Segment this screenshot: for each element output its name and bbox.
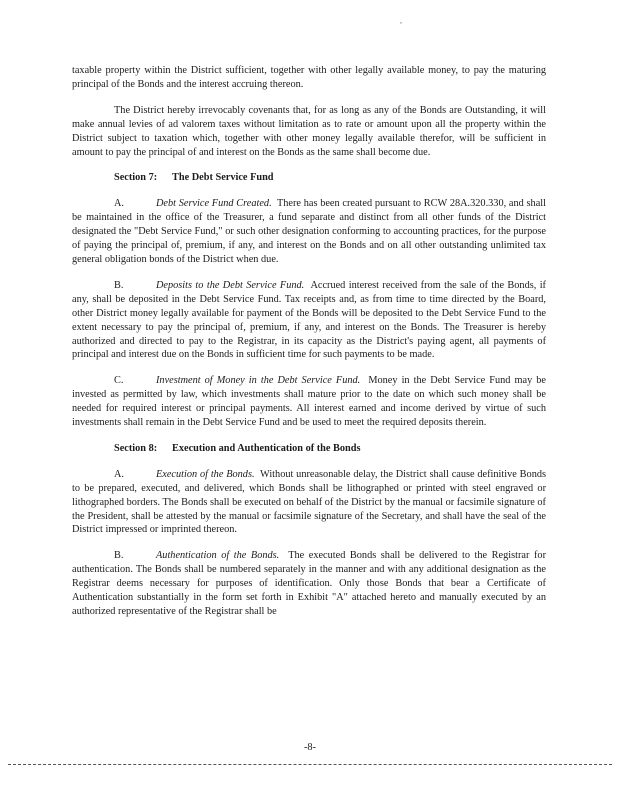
section-7-heading bbox=[114, 171, 546, 185]
section-7b-title: Deposits to the Debt Service Fund. bbox=[156, 279, 305, 291]
section-7-number: Section 7: bbox=[114, 172, 158, 184]
section-7a-paragraph bbox=[72, 197, 546, 267]
section-7b-paragraph bbox=[72, 279, 546, 362]
page-number: -8- bbox=[303, 742, 316, 753]
section-7b-letter: B. bbox=[114, 279, 124, 291]
section-7-title: The Debt Service Fund bbox=[172, 172, 274, 184]
section-7c-paragraph bbox=[72, 374, 546, 430]
section-7a-title: Debt Service Fund Created. bbox=[156, 198, 272, 210]
scan-mark: , bbox=[400, 16, 402, 25]
section-7b-text: Accrued interest received from the sale of the Bonds, if any, shall be deposited in the Debt Service Fund. Tax receipts and, as from time to time directed by the Board, other District money legally available for payment of the Bonds will be deposited to the Debt Service Fund to the extent necessary to pay the principal of, premium, if any, and interest on the Bonds. The Treasurer is hereby authorized and directed to pay to the Registrar, in its capacity as the District's paying agent, all payments of principal and interest due on the Bonds in sufficient time for such payments to be made. bbox=[72, 279, 546, 361]
section-8b-title: Authentication of the Bonds. bbox=[156, 550, 280, 562]
section-7c-text: Money in the Debt Service Fund may be invested as permitted by law, which investments shall mature prior to the date on which such money shall be needed for required interest or principal payments. All interest earned and income derived by virtue of such investments shall remain in the Debt Service Fund and be used to meet the required deposits therein. bbox=[72, 375, 546, 429]
section-8-number: Section 8: bbox=[114, 442, 158, 454]
section-8-heading bbox=[114, 442, 546, 456]
section-8a-letter: A. bbox=[114, 468, 125, 480]
paragraph-continuation: taxable property within the District sufficient, together with other legally available money, to pay the maturing principal of the Bonds and the interest accruing thereon. bbox=[72, 65, 546, 90]
section-8a-title: Execution of the Bonds. bbox=[156, 468, 255, 480]
document-page bbox=[72, 64, 546, 631]
section-8b-letter: B. bbox=[114, 550, 124, 562]
section-8a-paragraph bbox=[72, 468, 546, 538]
paragraph-covenant: The District hereby irrevocably covenants that, for as long as any of the Bonds are Outstanding, it will make annual levies of ad valorem taxes without limitation as to rate or amount upon all the property within the District subject to taxation which, together with other money legally available therefor, will be sufficient in amount to pay the principal of and interest on the Bonds as the same shall become due. bbox=[72, 104, 546, 158]
section-7c-title: Investment of Money in the Debt Service Fund. bbox=[156, 375, 361, 387]
section-8b-paragraph bbox=[72, 549, 546, 619]
footer-rule bbox=[8, 764, 612, 765]
section-8b-text: The executed Bonds shall be delivered to the Registrar for authentication. The Bonds shall be numbered separately in the manner and with any additional designation as the Registrar deems necessary for purposes of identification. Only those Bonds that bear a Certificate of Authentication substantially in the form set forth in Exhibit "A" attached hereto and manually executed by an authorized representative of the Registrar shall be bbox=[72, 550, 546, 617]
section-7c-letter: C. bbox=[114, 375, 124, 387]
section-7a-letter: A. bbox=[114, 198, 125, 210]
section-8a-text: Without unreasonable delay, the District shall cause definitive Bonds to be prepared, executed, and delivered, which Bonds shall be lithographed or printed with steel engraved or lithographed borders. The Bonds shall be executed on behalf of the District by the manual or facsimile signature of the President, shall be attested by the manual or facsimile signature of the Secretary, and shall have the seal of the District impressed or imprinted thereon. bbox=[72, 468, 547, 536]
section-8-title: Execution and Authentication of the Bonds bbox=[172, 442, 361, 454]
section-7a-text: There has been created pursuant to RCW 28A.320.330, and shall be maintained in the office of the Treasurer, a fund separate and distinct from all other funds of the District designated the "Debt Service Fund," or such other designation conforming to accounting practices, for the purpose of paying the principal of, premium, if any, and interest on the Bonds and on all other outstanding unlimited tax general obligation bonds of the District when due. bbox=[72, 198, 546, 265]
